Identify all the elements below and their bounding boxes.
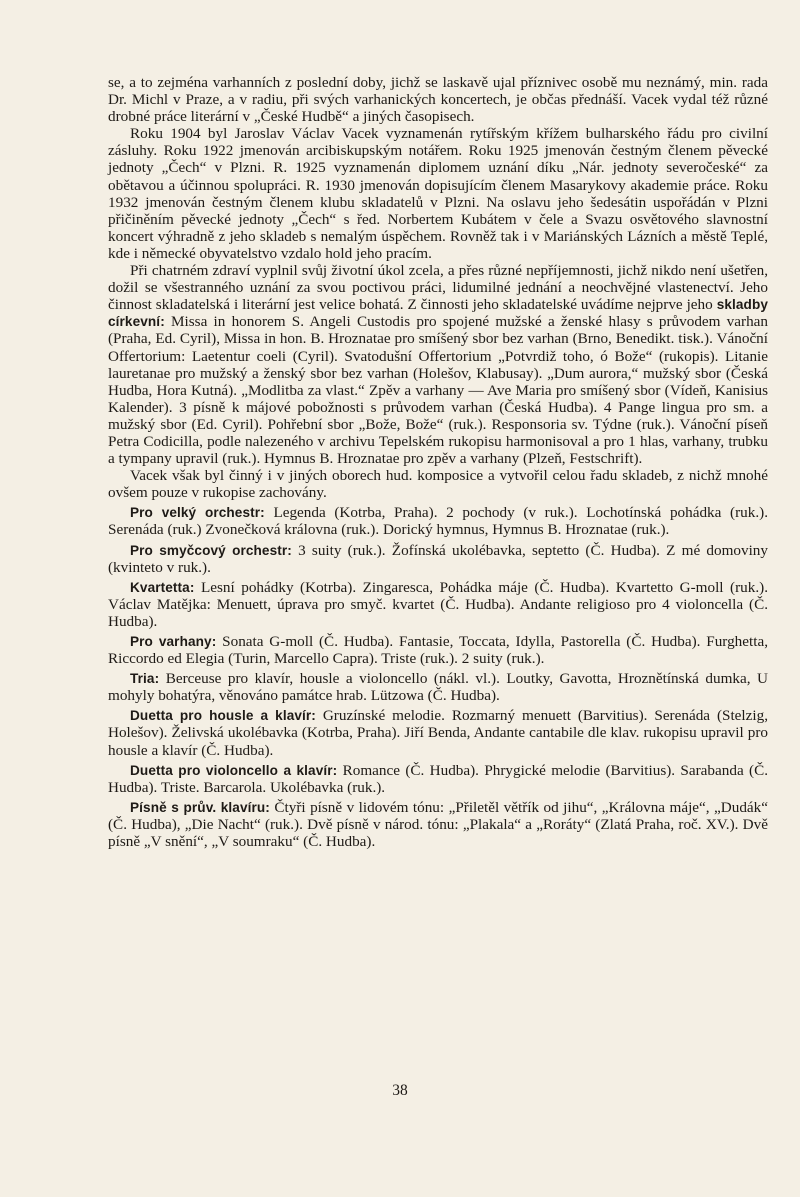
section-heading-organ: Pro varhany: — [130, 634, 217, 649]
paragraph-strings — [108, 542, 768, 576]
section-heading-cello-duets: Duetta pro violoncello a klavír: — [130, 762, 338, 778]
paragraph-church-works — [108, 262, 768, 467]
section-text-violin-duets: Gruzínské melodie. Rozmarný menuett (Barvitius). Serenáda (Stelzig, Holešov). Želivská ukolébavka (Kotrba, Praha). Jiří Benda, Andante cantabile dle klav. rukopisu upravil pro housle a klavír (Č. Hudba). — [108, 707, 768, 759]
section-heading-church: skladby církevní: — [108, 297, 769, 330]
paragraph-other-works: Vacek však byl činný i v jiných oborech hud. komposice a vytvořil celou řadu skladeb, z nichž mnohé ovšem pouze v rukopise zachovány. — [108, 467, 768, 502]
section-text-songs: Čtyři písně v lidovém tónu: „Přiletěl větřík od jihu“, „Královna máje“, „Dudák“ (Č. Hudba), „Die Nacht“ (ruk.). Dvě písně v národ. tónu: „Plakala“ a „Roráty“ (Zlatá Praha, roč. XV.). Dvě písně „V snění“, „V soumraku“ (Č. Hudba). — [108, 798, 768, 851]
section-text-trios: Berceuse pro klavír, housle a violoncello (nákl. vl.). Loutky, Gavotta, Hroznětínská dumka, U mohyly bohatýra, věnováno památce hrab. Lützowa (Č. Hudba). — [108, 670, 768, 705]
section-text-organ: Sonata G-moll (Č. Hudba). Fantasie, Toccata, Idylla, Pastorella (Č. Hudba). Furghetta, Riccordo ed Elegia (Turin, Marcello Capra). Triste (ruk.). 2 suity (ruk.). — [108, 633, 768, 668]
paragraph-songs — [108, 799, 768, 850]
paragraph-cello-duets — [108, 762, 768, 796]
paragraph-organ — [108, 633, 768, 667]
section-heading-strings: Pro smyčcový orchestr: — [130, 542, 292, 558]
page-number: 38 — [392, 1082, 408, 1099]
section-heading-orchestra: Pro velký orchestr: — [130, 505, 265, 521]
paragraph-awards: Roku 1904 byl Jaroslav Václav Vacek vyznamenán rytířským křížem bulharského řádu pro civilní zásluhy. Roku 1922 jmenován arcibiskupským notářem. Roku 1925 jmenován čestným členem pěvecké jednoty „Čech“ v Plzni. R. 1925 vyznamenán diplomem uznání díku „Nár. jednoty severočeské“ za obětavou a účinnou spolupráci. R. 1930 jmenován dopisujícím členem Masarykovy akademie práce. Roku 1932 jmenován čestným členem klubu skladatelů v Plzni. Na oslavu jeho šedesátin uspořádán v Plzni přičiněním pěvecké jednoty „Čech“ s řed. Norbertem Kubátem v čele a Svazu osvětového slavnostní koncert výhradně z jeho skladeb s nemalým úspěchem. Rovněž tak i v Mariánských Lázních a městě Teplé, kde i německé obyvatelstvo vzdalo hold jeho pracím. — [108, 125, 768, 262]
paragraph-intro: Při chatrném zdraví vyplnil svůj životní úkol zcela, a přes různé nepříjemnosti, jichž nikdo není ušetřen, dožil se všestranného uznání za svou poctivou práci, lidumilné jednání a neochvějné vlastenectví. Jeho činnost skladatelská i literární jest velice bohatá. Z činnosti jeho skladatelské uvádíme nejprve jeho — [108, 262, 768, 314]
section-heading-trios: Tria: — [130, 671, 160, 687]
section-heading-violin-duets: Duetta pro housle a klavír: — [130, 708, 316, 724]
paragraph-continuation: se, a to zejména varhanních z poslední doby, jichž se laskavě ujal příznivec osobě mu neznámý, min. rada Dr. Michl v Praze, a v radiu, při svých varhanických koncertech, je občas přednáší. Vacek vydal též různé drobné práce literární v „České Hudbě“ a jiných časopisech. — [108, 74, 768, 126]
paragraph-violin-duets — [108, 707, 768, 758]
paragraph-orchestra — [108, 504, 768, 538]
section-heading-quartets: Kvartetta: — [130, 579, 195, 595]
paragraph-quartets — [108, 579, 768, 630]
section-text-church: Missa in honorem S. Angeli Custodis pro spojené mužské a ženské hlasy s průvodem varhan (Praha, Ed. Cyril), Missa in hon. B. Hroznatae pro smíšený sbor bez varhan (Brno, Benedikt. tisk.). Vánoční Offertorium: Laetentur coeli (Cyril). Svatodušní Offertorium „Potvrdiž toho, ó Bože“ (rukopis). Litanie lauretanae pro mužský a ženský sbor bez varhan (Holešov, Klabusay). „Dum aurora,“ mužský sbor (Česká Hudba, Hora Kutná). „Modlitba za vlast.“ Zpěv a varhany — Ave Maria pro smíšený sbor (Vídeň, Kanisius Kalender). 3 písně k májové pobožnosti s průvodem varhan (Česká Hudba). 4 Pange lingua pro sm. a mužský sbor (Ed. Cyril). Pohřební sbor „Bože, Bože“ (ruk.). Responsoria sv. Týdne (ruk.). Vánoční píseň Petra Codicilla, podle nalezeného v archivu Tepelském rukopisu harmonisoval a pro 1 hlas, varhany, trubku a tympany upravil (ruk.). Hymnus B. Hroznatae pro zpěv a varhany (Plzeň, Festschrift). — [108, 313, 768, 468]
body-text — [108, 74, 768, 850]
section-text-strings: 3 suity (ruk.). Žofínská ukolébavka, septetto (Č. Hudba). Z mé domoviny (kvinteto v ruk.). — [108, 541, 768, 576]
section-heading-songs: Písně s prův. klavíru: — [130, 799, 270, 815]
section-text-orchestra: Legenda (Kotrba, Praha). 2 pochody (v ruk.). Lochotínská pohádka (ruk.). Serenáda (ruk.) Zvonečková královna (ruk.). Dorický hymnus, Hymnus B. Hroznatae (ruk.). — [108, 504, 769, 539]
section-text-quartets: Lesní pohádky (Kotrba). Zingaresca, Pohádka máje (Č. Hudba). Kvartetto G-moll (ruk.). Václav Matějka: Menuett, úprava pro smyč. kvartet (Č. Hudba). Andante religioso pro 4 violoncella (Č. Hudba). — [108, 578, 768, 630]
section-text-cello-duets: Romance (Č. Hudba). Phrygické melodie (Barvitius). Sarabanda (Č. Hudba). Triste. Barcarola. Ukolébavka (ruk.). — [108, 761, 769, 796]
paragraph-trios — [108, 670, 768, 704]
